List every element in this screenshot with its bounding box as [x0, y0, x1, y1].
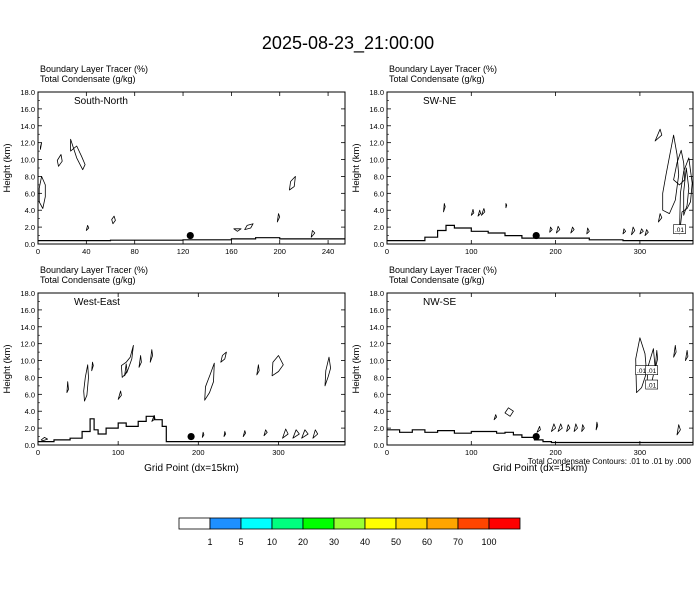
y-axis-label: Height (km): [2, 143, 13, 193]
x-tick-label: 100: [465, 448, 478, 457]
condensate-contour: [289, 176, 295, 190]
condensate-contour: [121, 345, 133, 377]
x-tick-label: 120: [176, 247, 190, 256]
panel-header-condensate: Total Condensate (g/kg): [389, 74, 485, 84]
x-tick-label: 200: [549, 448, 562, 457]
colorbar-label: 50: [390, 537, 402, 547]
panel-south-north: [2, 64, 345, 256]
y-tick-label: 6.0: [24, 189, 35, 199]
condensate-contour: [71, 139, 86, 169]
condensate-contour: [640, 229, 643, 234]
condensate-contour: [40, 143, 41, 150]
condensate-contour: [574, 424, 577, 432]
condensate-contour: [311, 231, 315, 238]
condensate-contour: [632, 227, 635, 235]
panel-header-tracer: Boundary Layer Tracer (%): [389, 265, 498, 275]
y-tick-label: 8.0: [24, 172, 35, 182]
y-tick-label: 6.0: [373, 189, 384, 199]
condensate-contour: [313, 430, 318, 438]
y-tick-label: 18.0: [20, 289, 35, 298]
condensate-contour: [636, 338, 647, 393]
y-tick-label: 4.0: [24, 407, 35, 417]
y-axis-label: Height (km): [351, 344, 362, 394]
condensate-contour: [293, 430, 299, 438]
panel-title: NW-SE: [423, 297, 457, 308]
colorbar: [179, 518, 520, 547]
boundary-layer-line: [387, 430, 693, 443]
y-tick-label: 10.0: [369, 155, 384, 165]
y-tick-label: 12.0: [20, 138, 35, 148]
x-tick-label: 0: [384, 448, 390, 457]
condensate-contour: [587, 228, 590, 234]
x-tick-label: 160: [225, 247, 238, 256]
condensate-contour: [558, 424, 562, 432]
y-tick-label: 10.0: [20, 155, 35, 165]
panel-header-tracer: Boundary Layer Tracer (%): [389, 64, 498, 74]
y-tick-label: 6.0: [24, 390, 35, 400]
condensate-contour: [663, 135, 679, 214]
y-tick-label: 10.0: [369, 356, 384, 366]
condensate-contour: [444, 204, 446, 212]
panel-sw-ne: [351, 64, 693, 256]
plot-frame: [38, 293, 345, 445]
y-tick-label: 8.0: [24, 373, 35, 383]
x-tick-label: 200: [192, 448, 205, 457]
condensate-contour: [556, 226, 559, 233]
condensate-contour: [86, 225, 89, 230]
x-tick-label: 300: [633, 247, 647, 256]
contour-label: .01: [674, 227, 685, 235]
y-tick-label: 2.0: [373, 424, 384, 434]
x-tick-label: 300: [272, 448, 285, 457]
condensate-contour: [41, 437, 47, 440]
panel-title: South-North: [74, 96, 128, 107]
colorbar-swatch: [334, 518, 365, 529]
colorbar-label: 10: [266, 537, 278, 547]
panel-header-tracer: Boundary Layer Tracer (%): [40, 265, 149, 275]
contour-label: .01: [637, 368, 647, 376]
condensate-contour: [567, 425, 570, 432]
condensate-contour: [234, 229, 241, 232]
colorbar-swatch: [303, 518, 334, 529]
condensate-contour: [506, 204, 507, 208]
x-tick-label: 0: [35, 448, 41, 457]
condensate-contour: [112, 216, 116, 224]
x-axis-label: Grid Point (dx=15km): [144, 463, 239, 474]
y-tick-label: 2.0: [24, 424, 35, 434]
condensate-contour: [224, 432, 226, 437]
y-tick-label: 6.0: [373, 390, 384, 400]
y-tick-label: 14.0: [20, 121, 35, 131]
panel-header-condensate: Total Condensate (g/kg): [40, 74, 136, 84]
y-tick-label: 12.0: [369, 339, 384, 349]
y-tick-label: 4.0: [373, 206, 384, 216]
x-tick-label: 200: [273, 247, 286, 256]
x-tick-label: 300: [633, 448, 647, 457]
condensate-contour: [39, 176, 45, 208]
y-tick-label: 18.0: [20, 88, 35, 97]
condensate-contour: [283, 429, 289, 438]
condensate-contour: [478, 210, 481, 216]
y-tick-label: 16.0: [20, 305, 35, 315]
y-tick-label: 12.0: [369, 138, 384, 148]
y-tick-label: 16.0: [20, 104, 35, 114]
condensate-contour: [277, 214, 279, 222]
colorbar-swatch: [458, 518, 489, 529]
y-tick-label: 16.0: [369, 104, 384, 114]
colorbar-label: 60: [421, 537, 433, 547]
location-marker: [533, 232, 540, 239]
condensate-contour: [272, 356, 283, 376]
contour-label: .01: [647, 382, 657, 390]
colorbar-swatch: [241, 518, 272, 529]
condensate-contour: [674, 345, 677, 357]
condensate-contour: [645, 230, 648, 236]
y-tick-label: 8.0: [373, 373, 384, 383]
x-tick-label: 240: [321, 247, 335, 256]
condensate-contour: [325, 357, 331, 386]
colorbar-swatch: [365, 518, 396, 529]
condensate-contour: [571, 227, 574, 233]
y-tick-label: 0.0: [24, 240, 35, 249]
condensate-contour: [118, 391, 121, 399]
plot-frame: [38, 92, 345, 244]
panel-header-condensate: Total Condensate (g/kg): [389, 275, 485, 285]
y-tick-label: 16.0: [369, 305, 384, 315]
y-tick-label: 14.0: [369, 121, 384, 131]
panel-header-condensate: Total Condensate (g/kg): [40, 275, 136, 285]
y-tick-label: 2.0: [24, 223, 35, 233]
x-tick-label: 80: [130, 247, 139, 256]
condensate-contour: [264, 430, 267, 436]
condensate-contour: [245, 224, 253, 230]
location-marker: [533, 433, 540, 440]
y-tick-label: 14.0: [20, 322, 35, 332]
x-tick-label: 40: [82, 247, 91, 256]
colorbar-swatch: [427, 518, 458, 529]
x-tick-label: 0: [384, 247, 390, 256]
condensate-contour: [205, 363, 215, 400]
condensate-contour: [243, 431, 245, 437]
location-marker: [187, 232, 194, 239]
colorbar-swatch: [396, 518, 427, 529]
y-axis-label: Height (km): [351, 143, 362, 193]
y-tick-label: 4.0: [24, 206, 35, 216]
colorbar-label: 30: [328, 537, 340, 547]
condensate-contour: [582, 425, 585, 432]
condensate-contour: [84, 365, 89, 401]
condensate-contour: [67, 382, 69, 393]
colorbar-swatch: [272, 518, 303, 529]
y-tick-label: 18.0: [369, 88, 384, 97]
condensate-contour: [471, 209, 474, 215]
colorbar-label: 70: [452, 537, 464, 547]
condensate-contour: [596, 422, 598, 430]
condensate-contour: [658, 214, 661, 222]
colorbar-label: 1: [207, 537, 213, 547]
condensate-contour: [623, 229, 626, 234]
y-tick-label: 2.0: [373, 223, 384, 233]
colorbar-label: 40: [359, 537, 371, 547]
colorbar-label: 5: [238, 537, 244, 547]
figure-title: 2025-08-23_21:00:00: [261, 33, 435, 53]
y-tick-label: 0.0: [373, 441, 384, 450]
y-tick-label: 8.0: [373, 172, 384, 182]
location-marker: [187, 433, 194, 440]
condensate-contour: [655, 129, 662, 141]
y-tick-label: 4.0: [373, 407, 384, 417]
y-tick-label: 10.0: [20, 356, 35, 366]
contour-footnote: Total Condensate Contours: .01 to .01 by .000: [527, 457, 691, 466]
x-axis-label: Grid Point (dx=15km): [492, 463, 588, 474]
condensate-contour: [677, 425, 680, 435]
condensate-contour: [150, 350, 152, 363]
x-tick-label: 200: [549, 247, 562, 256]
x-tick-label: 100: [111, 448, 125, 457]
panel-title: West-East: [74, 297, 120, 308]
condensate-contour: [685, 350, 688, 360]
colorbar-label: 100: [481, 537, 497, 547]
condensate-contour: [494, 415, 497, 420]
panel-nw-se: [351, 265, 693, 474]
panel-title: SW-NE: [423, 96, 457, 107]
condensate-contour: [302, 430, 308, 438]
condensate-contour: [537, 426, 540, 432]
panel-header-tracer: Boundary Layer Tracer (%): [40, 64, 149, 74]
condensate-contour: [221, 352, 227, 362]
condensate-contour: [550, 227, 553, 232]
condensate-contour: [139, 356, 141, 368]
y-tick-label: 14.0: [369, 322, 384, 332]
condensate-contour: [257, 365, 259, 375]
plot-frame: [387, 92, 693, 244]
condensate-contour: [92, 362, 94, 371]
colorbar-swatch: [210, 518, 241, 529]
condensate-contour: [505, 408, 513, 417]
y-tick-label: 18.0: [369, 289, 384, 298]
condensate-contour: [202, 432, 204, 437]
y-tick-label: 12.0: [20, 339, 35, 349]
condensate-contour: [57, 155, 62, 167]
y-axis-label: Height (km): [2, 344, 13, 394]
colorbar-label: 20: [297, 537, 309, 547]
colorbar-swatch: [179, 518, 210, 529]
contour-label: .01: [647, 368, 657, 376]
x-tick-label: 0: [35, 247, 41, 256]
condensate-contour: [551, 424, 555, 432]
condensate-contour: [481, 209, 484, 216]
x-tick-label: 100: [465, 247, 478, 256]
y-tick-label: 0.0: [373, 240, 384, 249]
condensate-contour: [674, 150, 685, 185]
panel-west-east: [2, 265, 345, 474]
panels: [2, 64, 693, 474]
y-tick-label: 0.0: [24, 441, 35, 450]
colorbar-swatch: [489, 518, 520, 529]
